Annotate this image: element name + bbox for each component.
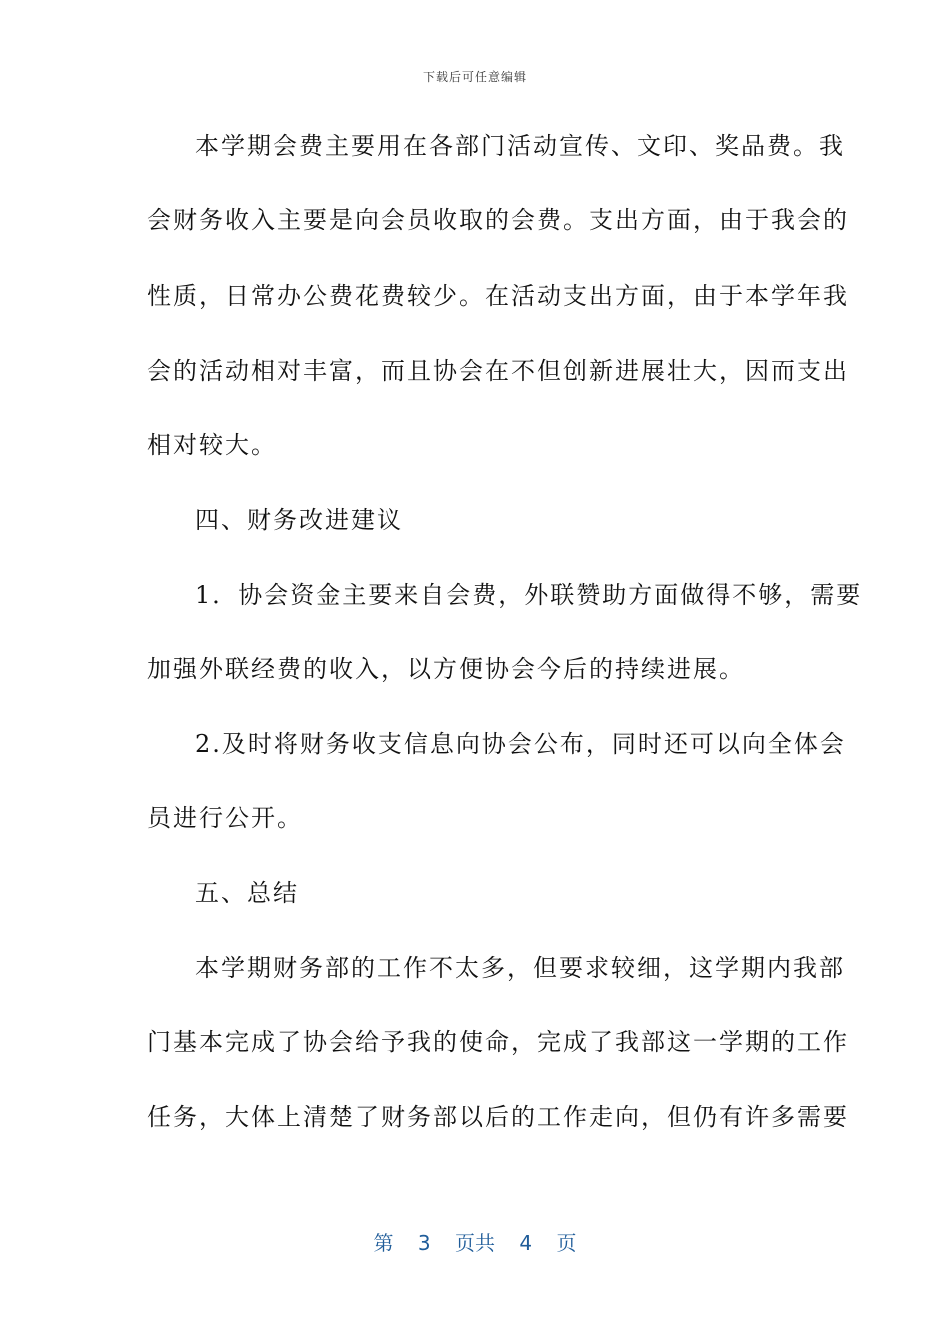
- paragraph-line: 相对较大。: [147, 431, 277, 459]
- paragraph-line: 加强外联经费的收入，以方便协会今后的持续进展。: [147, 655, 745, 683]
- footer-prefix: 第: [373, 1231, 394, 1255]
- paragraph-line: 会财务收入主要是向会员收取的会费。支出方面，由于我会的: [147, 206, 849, 234]
- paragraph-line: 性质，日常办公费花费较少。在活动支出方面，由于本学年我: [147, 282, 849, 310]
- paragraph-line: 本学期会费主要用在各部门活动宣传、文印、奖品费。我: [195, 132, 845, 160]
- paragraph-line: 任务，大体上清楚了财务部以后的工作走向，但仍有许多需要: [147, 1103, 849, 1131]
- paragraph-line: 1．协会资金主要来自会费，外联赞助方面做得不够，需要: [195, 581, 863, 609]
- footer-total-pages: 4: [519, 1231, 533, 1255]
- section-heading: 五、总结: [195, 879, 299, 907]
- page-footer: [0, 1227, 950, 1256]
- paragraph-line: 员进行公开。: [147, 804, 303, 832]
- paragraph-line: 本学期财务部的工作不太多，但要求较细，这学期内我部: [195, 954, 845, 982]
- section-heading: 四、财务改进建议: [195, 506, 403, 534]
- footer-current-page: 3: [417, 1231, 431, 1255]
- footer-middle: 页共: [455, 1231, 495, 1255]
- paragraph-line: 门基本完成了协会给予我的使命，完成了我部这一学期的工作: [147, 1028, 849, 1056]
- header-note: 下载后可任意编辑: [422, 70, 527, 84]
- paragraph-line: 2.及时将财务收支信息向协会公布，同时还可以向全体会: [195, 730, 846, 758]
- footer-suffix: 页: [556, 1231, 577, 1255]
- paragraph-line: 会的活动相对丰富，而且协会在不但创新进展壮大，因而支出: [147, 357, 849, 385]
